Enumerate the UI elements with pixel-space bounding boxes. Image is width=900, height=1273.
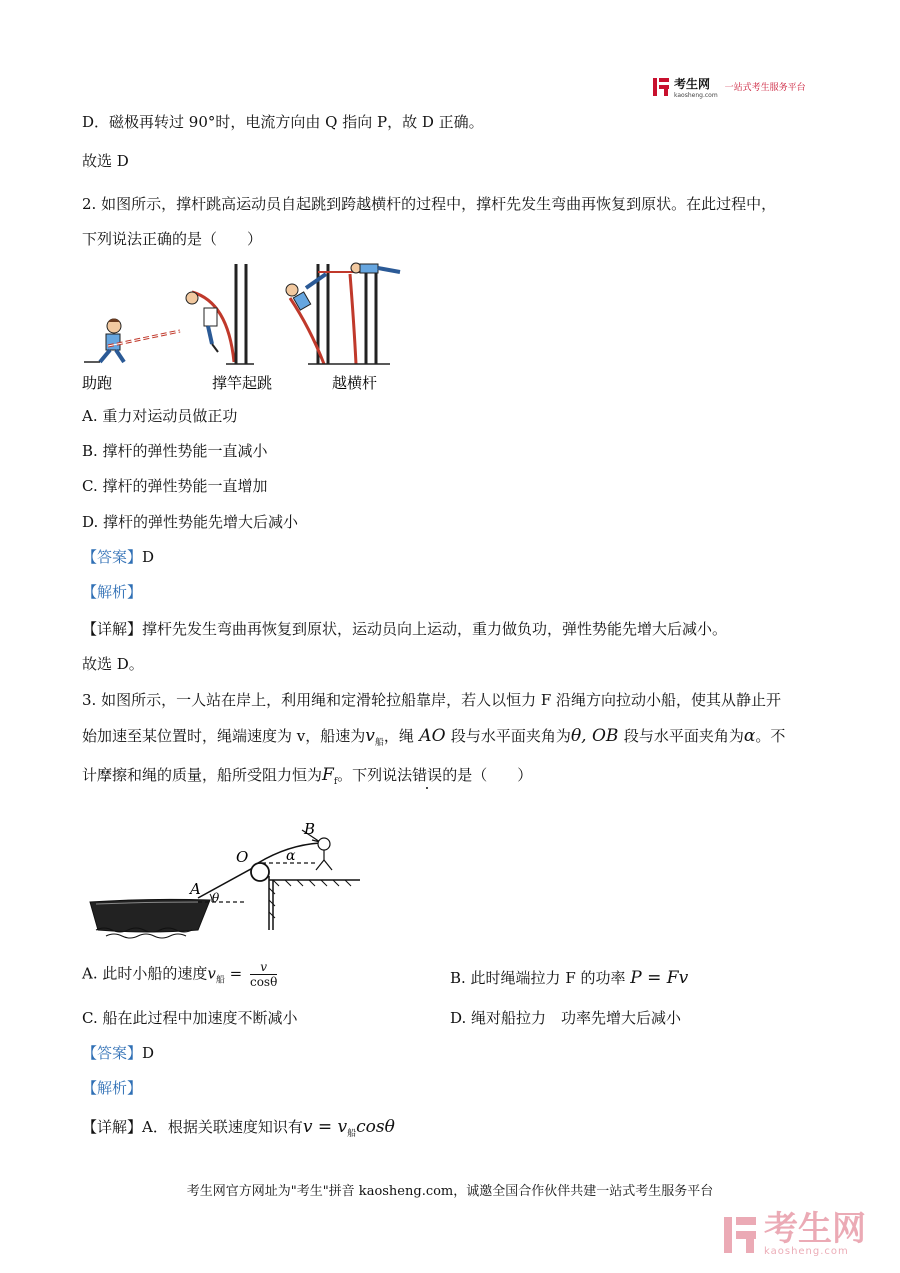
answer-tag: 【答案】 xyxy=(82,1044,143,1062)
figure-label-takeoff: 撑竿起跳 xyxy=(212,374,273,392)
logo-slogan: 一站式考生服务平台 xyxy=(724,83,806,93)
takeoff-figure xyxy=(186,264,254,364)
logo-name: 考生网 xyxy=(674,77,711,91)
pole-vault-figure xyxy=(80,258,420,394)
detail-text: 撑杆先发生弯曲再恢复到原状，运动员向上运动，重力做负功，弹性势能先增大后减小。 xyxy=(142,620,728,638)
q3-option-a: A. 此时小船的速度$v_船$ = $\frac{v}{\cos\theta}$ xyxy=(82,960,278,989)
q3-stem-line3: 计摩擦和绳的质量，船所受阻力恒为$F_f$。下列说法错误的是（ ） xyxy=(82,765,533,787)
watermark-domain: kaosheng.com xyxy=(764,1246,849,1257)
emphasis-wrong: 错误 xyxy=(412,766,443,784)
watermark-logo-icon xyxy=(722,1215,758,1255)
q3-stem-line2: 始加速至某位置时，绳端速度为 v，船速为$v_船$，绳 AO 段与水平面夹角为θ, OB 段与水平面夹角为α。不 xyxy=(82,726,786,748)
fig-label-b: B xyxy=(304,820,316,838)
q1-choose: 故选 D xyxy=(82,152,129,170)
detail-tag: 【详解】 xyxy=(82,620,143,638)
q2-option-b: B. 撑杆的弹性势能一直减小 xyxy=(82,442,268,460)
detail-tag: 【详解】 xyxy=(82,1118,143,1136)
q3-detail: 【详解】A．根据关联速度知识有$v = v_船\cos\theta$ xyxy=(82,1117,395,1139)
q3-option-c: C. 船在此过程中加速度不断减小 xyxy=(82,1009,298,1027)
kaosheng-logo-icon xyxy=(652,77,670,97)
q2-detail xyxy=(82,618,727,639)
figure-label-run: 助跑 xyxy=(82,374,113,392)
q2-answer xyxy=(82,546,154,567)
q2-option-a: A. 重力对运动员做正功 xyxy=(82,407,238,425)
q3-analysis-tag: 【解析】 xyxy=(82,1079,143,1097)
fig-label-alpha: α xyxy=(286,848,296,864)
q3-stem-line1: 3. 如图所示，一人站在岸上，利用绳和定滑轮拉船靠岸，若人以恒力 F 沿绳方向拉动小船，使其从静止开 xyxy=(82,691,782,709)
q2-option-c: C. 撑杆的弹性势能一直增加 xyxy=(82,477,268,495)
boat-pulley-figure xyxy=(86,818,366,942)
page-footer: 考生网官方网址为"考生"拼音 kaosheng.com，诚邀全国合作伙伴共建一站式考生服务平台 xyxy=(186,1184,714,1199)
watermark-text: 考生网 xyxy=(764,1209,866,1249)
answer-value: D xyxy=(142,548,155,566)
fig-label-o: O xyxy=(236,848,249,866)
bar-clearance-figure xyxy=(286,263,400,364)
q2-analysis-tag: 【解析】 xyxy=(82,583,143,601)
fig-label-theta: θ xyxy=(212,891,220,905)
watermark xyxy=(722,1209,866,1257)
logo-domain: kaosheng.com xyxy=(674,92,718,99)
q3-option-b: B. 此时绳端拉力 F 的功率 P = Fv xyxy=(450,968,689,988)
q1-option-d-explanation: D．磁极再转过 90°时，电流方向由 Q 指向 P，故 D 正确。 xyxy=(82,113,484,131)
answer-value: D xyxy=(142,1044,155,1062)
header-logo xyxy=(652,74,806,99)
q2-stem-line2: 下列说法正确的是（ ） xyxy=(82,230,263,248)
q2-option-d: D. 撑杆的弹性势能先增大后减小 xyxy=(82,513,299,531)
q3-option-d: D. 绳对船拉力 功率先增大后减小 xyxy=(450,1009,682,1027)
q3-answer xyxy=(82,1042,154,1063)
runner-figure xyxy=(84,319,180,363)
answer-tag: 【答案】 xyxy=(82,548,143,566)
fig-label-a: A xyxy=(190,880,201,898)
q2-choose: 故选 D。 xyxy=(82,655,144,673)
q2-stem-line1: 2. 如图所示，撑杆跳高运动员自起跳到跨越横杆的过程中，撑杆先发生弯曲再恢复到原状。在此过程中， xyxy=(82,195,777,213)
figure-label-clear-bar: 越横杆 xyxy=(332,374,378,392)
